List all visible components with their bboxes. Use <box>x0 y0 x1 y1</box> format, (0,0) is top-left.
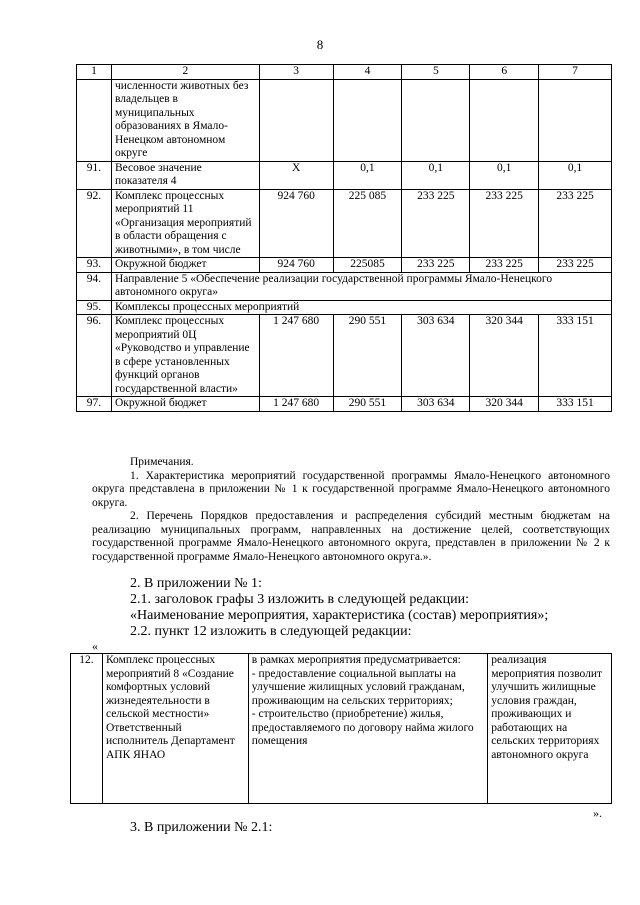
item-2-2: 2.2. пункт 12 изложить в следующей редакции: <box>130 624 412 639</box>
col-header: 1 <box>77 65 112 80</box>
row-name: Весовое значение показателя 4 <box>111 161 259 189</box>
row-number: 12. <box>71 654 103 804</box>
col-header: 5 <box>402 65 470 80</box>
row-number: 91. <box>77 161 112 189</box>
cell <box>539 79 612 161</box>
col-header: 6 <box>470 65 539 80</box>
row-number: 92. <box>77 189 112 258</box>
description-line: в рамках мероприятия предусматривается: <box>251 654 461 666</box>
cell: 233 225 <box>539 189 612 258</box>
table-row <box>77 258 612 273</box>
table-row <box>77 315 612 397</box>
cell: 225085 <box>333 258 402 273</box>
row-number: 93. <box>77 258 112 273</box>
item-2: 2. В приложении № 1: <box>130 576 262 591</box>
row-name: Окружной бюджет <box>111 258 259 273</box>
table-row <box>77 161 612 189</box>
cell: 0,1 <box>402 161 470 189</box>
cell <box>402 79 470 161</box>
table-row <box>77 272 612 300</box>
section-title: Комплексы процессных мероприятий <box>111 300 611 315</box>
cell: 924 760 <box>259 258 333 273</box>
cell: 303 634 <box>402 315 470 397</box>
cell: 333 151 <box>539 397 612 412</box>
cell: 320 344 <box>470 397 539 412</box>
opening-quote: « <box>92 639 98 653</box>
row-name: Комплекс процессных мероприятий 11 «Организация мероприятий в области обращения с животными», в том числе <box>111 189 259 258</box>
cell: 303 634 <box>402 397 470 412</box>
row-number: 96. <box>77 315 112 397</box>
cell: 225 085 <box>333 189 402 258</box>
cell: Х <box>259 161 333 189</box>
col-header: 4 <box>333 65 402 80</box>
closing-quote: ». <box>593 806 602 820</box>
table-row <box>77 79 612 161</box>
col-header: 2 <box>111 65 259 80</box>
cell: 0,1 <box>539 161 612 189</box>
notes-block <box>92 456 610 564</box>
cell: 333 151 <box>539 315 612 397</box>
item-2-1: 2.1. заголовок графы 3 изложить в следующей редакции: <box>130 592 469 607</box>
row-number <box>77 79 112 161</box>
item-3: 3. В приложении № 2.1: <box>130 820 273 835</box>
cell <box>333 79 402 161</box>
row-name: численности животных без владельцев в муниципальных образованиях в Ямало-Ненецком автономном округе <box>111 79 259 161</box>
measure-result: реализация мероприятия позволит улучшить жилищные условия граждан, проживающих и работающих на сельских территориях автономного округа <box>488 654 612 804</box>
program-table <box>76 64 612 412</box>
cell <box>259 79 333 161</box>
item-2-1-quote: «Наименование мероприятия, характеристика (состав) мероприятия»; <box>130 608 549 623</box>
col-header: 3 <box>259 65 333 80</box>
row-number: 97. <box>77 397 112 412</box>
section-title: Направление 5 «Обеспечение реализации государственной программы Ямало-Ненецкого автономного округа» <box>111 272 611 300</box>
description-line: - строительство (приобретение) жилья, предоставляемого по договору найма жилого помещения <box>251 708 474 747</box>
cell <box>470 79 539 161</box>
cell: 290 551 <box>333 315 402 397</box>
row-name: Окружной бюджет <box>111 397 259 412</box>
cell: 233 225 <box>539 258 612 273</box>
measure-name: Комплекс процессных мероприятий 8 «Создание комфортных условий жизнедеятельности в сельской местности» Ответственный исполнитель Департамент АПК ЯНАО <box>102 654 248 804</box>
cell: 924 760 <box>259 189 333 258</box>
cell: 0,1 <box>470 161 539 189</box>
page-number: 8 <box>316 37 324 52</box>
col-header: 7 <box>539 65 612 80</box>
row-number: 94. <box>77 272 112 300</box>
cell: 233 225 <box>470 258 539 273</box>
cell: 233 225 <box>470 189 539 258</box>
cell: 233 225 <box>402 189 470 258</box>
note-paragraph: 2. Перечень Порядков предоставления и распределения субсидий местным бюджетам на реализацию муниципальных программ, направленных на достижение целей, соответствующих государственной программе Ямало-Ненецкого автономного округа, представлен в приложении № 2 к государственной программе Ямало-Ненецкого автономного округа.». <box>92 510 610 563</box>
cell: 0,1 <box>333 161 402 189</box>
cell: 1 247 680 <box>259 315 333 397</box>
note-paragraph: 1. Характеристика мероприятий государственной программы Ямало-Ненецкого автономного округа представлена в приложении № 1 к государственной программе Ямало-Ненецкого автономного округа. <box>92 469 610 509</box>
table-row <box>71 654 612 804</box>
cell: 1 247 680 <box>259 397 333 412</box>
notes-heading: Примечания. <box>130 456 194 468</box>
table-row <box>77 300 612 315</box>
row-name: Комплекс процессных мероприятий 0Ц «Руководство и управление в сфере установленных функций органов государственной власти» <box>111 315 259 397</box>
measure-description <box>248 654 487 804</box>
cell: 233 225 <box>402 258 470 273</box>
table-row <box>77 397 612 412</box>
description-line: - предоставление социальной выплаты на улучшение жилищных условий гражданам, проживающим на сельских территориях; <box>251 667 465 707</box>
cell: 290 551 <box>333 397 402 412</box>
table-header-row <box>77 65 612 80</box>
row-number: 95. <box>77 300 112 315</box>
point-12-table <box>70 653 612 804</box>
cell: 320 344 <box>470 315 539 397</box>
table-row <box>77 189 612 258</box>
